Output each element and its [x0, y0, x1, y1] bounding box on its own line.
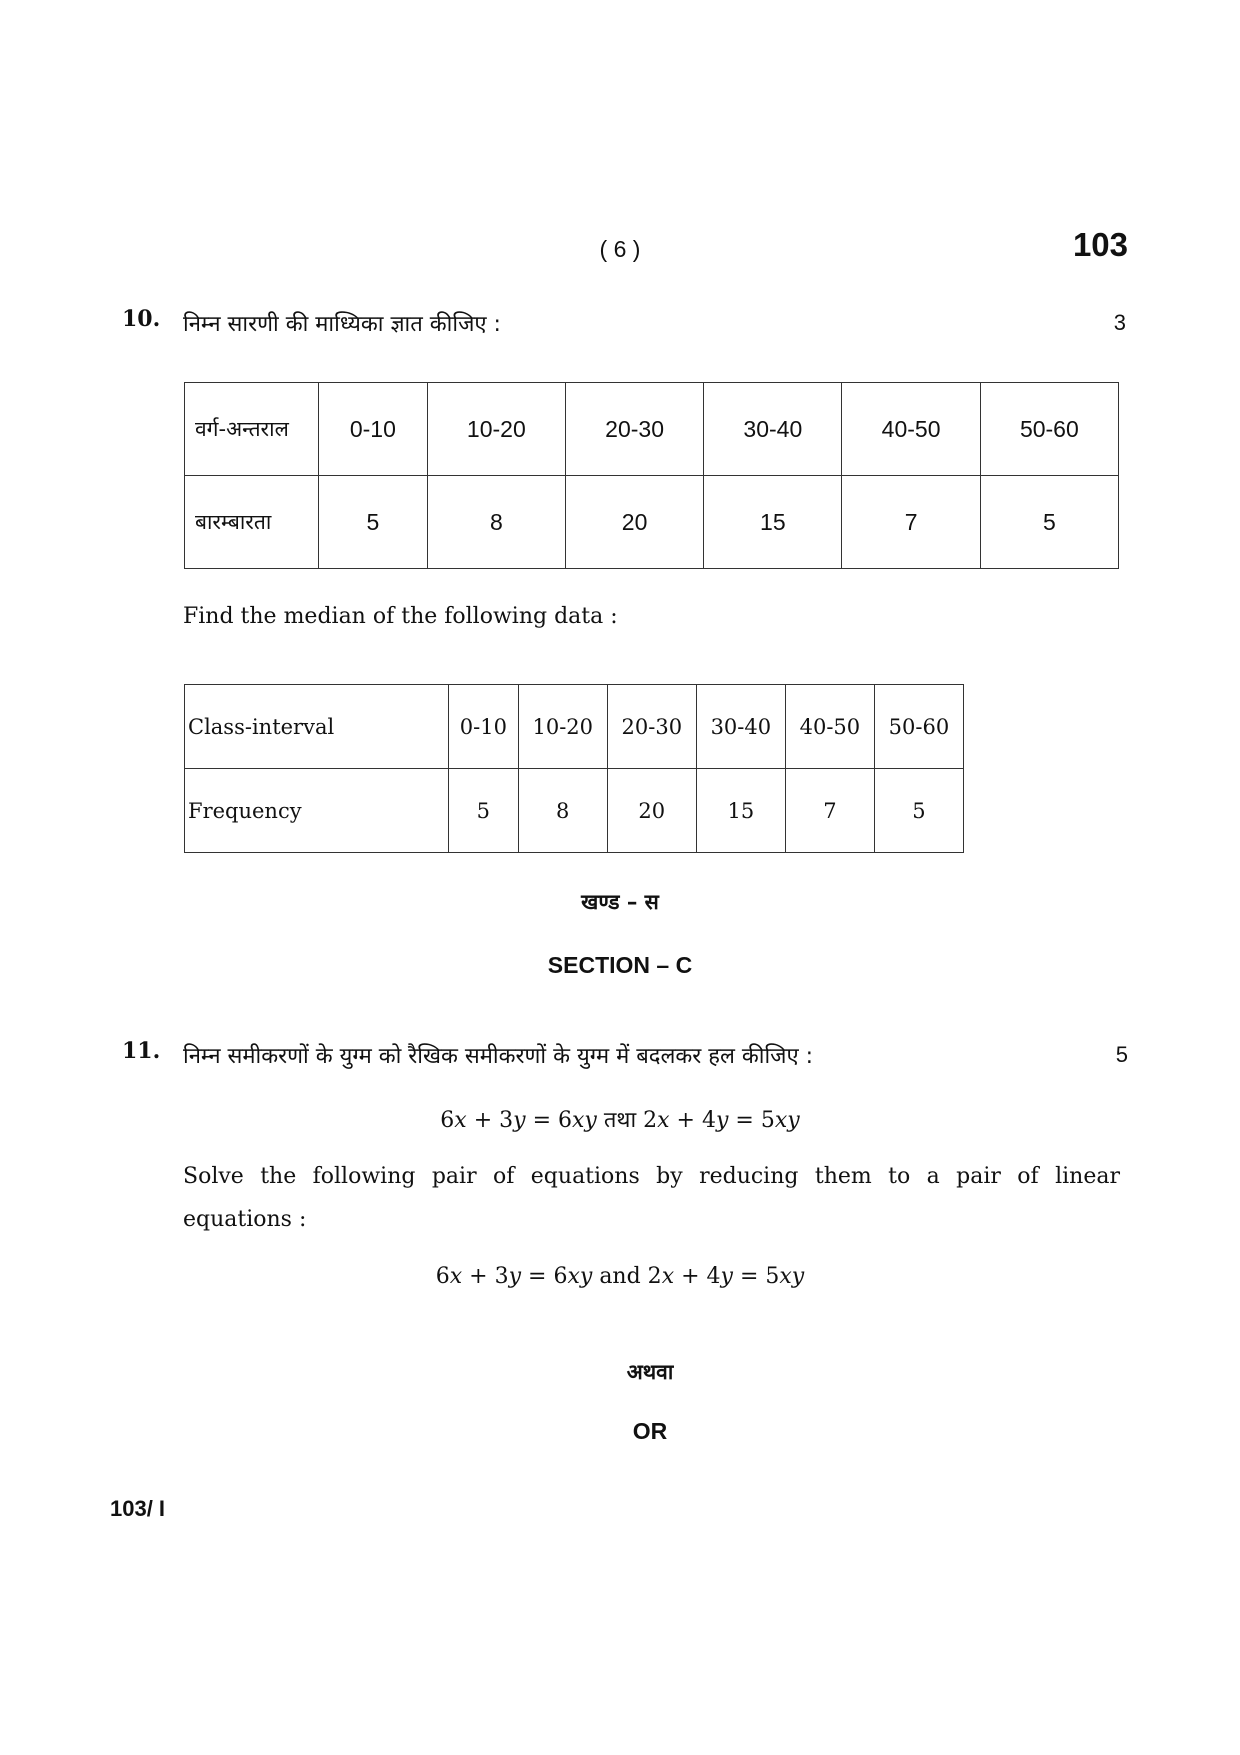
table-cell: 8: [427, 476, 565, 569]
table-cell: 30-40: [704, 383, 842, 476]
table-header-cell: वर्ग-अन्तराल: [185, 383, 319, 476]
table-cell: 15: [704, 476, 842, 569]
or-english: OR: [632, 1418, 668, 1444]
table-cell: 50-60: [980, 383, 1118, 476]
table-row: [185, 476, 1119, 569]
question-10-marks: 3: [1113, 310, 1126, 335]
connector-english: and: [599, 1264, 641, 1289]
table-header-cell: Frequency: [185, 769, 449, 853]
table-cell: 5: [449, 769, 519, 853]
question-11-text-hindi: निम्न समीकरणों के युग्म को रैखिक समीकरणों के युग्म में बदलकर हल कीजिए :: [183, 1044, 814, 1069]
table-cell: 50-60: [874, 685, 963, 769]
table-row: [185, 685, 964, 769]
table-cell: 40-50: [842, 383, 980, 476]
table-cell: 30-40: [696, 685, 785, 769]
table-cell: 10-20: [518, 685, 607, 769]
equations-hindi: 6x + 3y = 6xy तथा 2x + 4y = 5xy: [440, 1108, 800, 1133]
paper-code: 103: [1072, 226, 1128, 263]
table-cell: 5: [319, 476, 428, 569]
section-title-hindi: खण्ड – स: [581, 890, 659, 914]
median-table-hindi: [184, 382, 1119, 569]
table-cell: 10-20: [427, 383, 565, 476]
table-header-cell: Class-interval: [185, 685, 449, 769]
or-hindi: अथवा: [626, 1360, 674, 1384]
question-11-marks: 5: [1115, 1042, 1128, 1067]
equations-english: 6x + 3y = 6xy and 2x + 4y = 5xy: [435, 1264, 805, 1289]
table-cell: 5: [980, 476, 1118, 569]
table-cell: 20-30: [607, 685, 696, 769]
question-10-number: 10.: [122, 306, 161, 332]
question-11-number: 11.: [122, 1038, 161, 1064]
table-row: [185, 383, 1119, 476]
footer-code: 103/ I: [110, 1496, 166, 1521]
question-10-text-english: Find the median of the following data :: [183, 604, 618, 629]
table-cell: 8: [518, 769, 607, 853]
question-11-text-english-line1: Solve the following pair of equations by reducing them to a pair of linear: [183, 1164, 1120, 1189]
table-cell: 20-30: [565, 383, 703, 476]
page-number: ( 6 ): [599, 236, 641, 262]
table-cell: 5: [874, 769, 963, 853]
table-cell: 20: [565, 476, 703, 569]
table-cell: 40-50: [785, 685, 874, 769]
table-row: [185, 769, 964, 853]
table-cell: 7: [842, 476, 980, 569]
table-cell: 0-10: [449, 685, 519, 769]
question-11-text-english-line2: equations :: [183, 1207, 307, 1232]
table-cell: 20: [607, 769, 696, 853]
table-header-cell: बारम्बारता: [185, 476, 319, 569]
table-cell: 0-10: [319, 383, 428, 476]
connector-hindi: तथा: [603, 1108, 637, 1133]
table-cell: 15: [696, 769, 785, 853]
median-table-english: [184, 684, 964, 853]
question-10-text-hindi: निम्न सारणी की माध्यिका ज्ञात कीजिए :: [183, 312, 501, 337]
table-cell: 7: [785, 769, 874, 853]
section-title-english: SECTION – C: [547, 952, 693, 978]
